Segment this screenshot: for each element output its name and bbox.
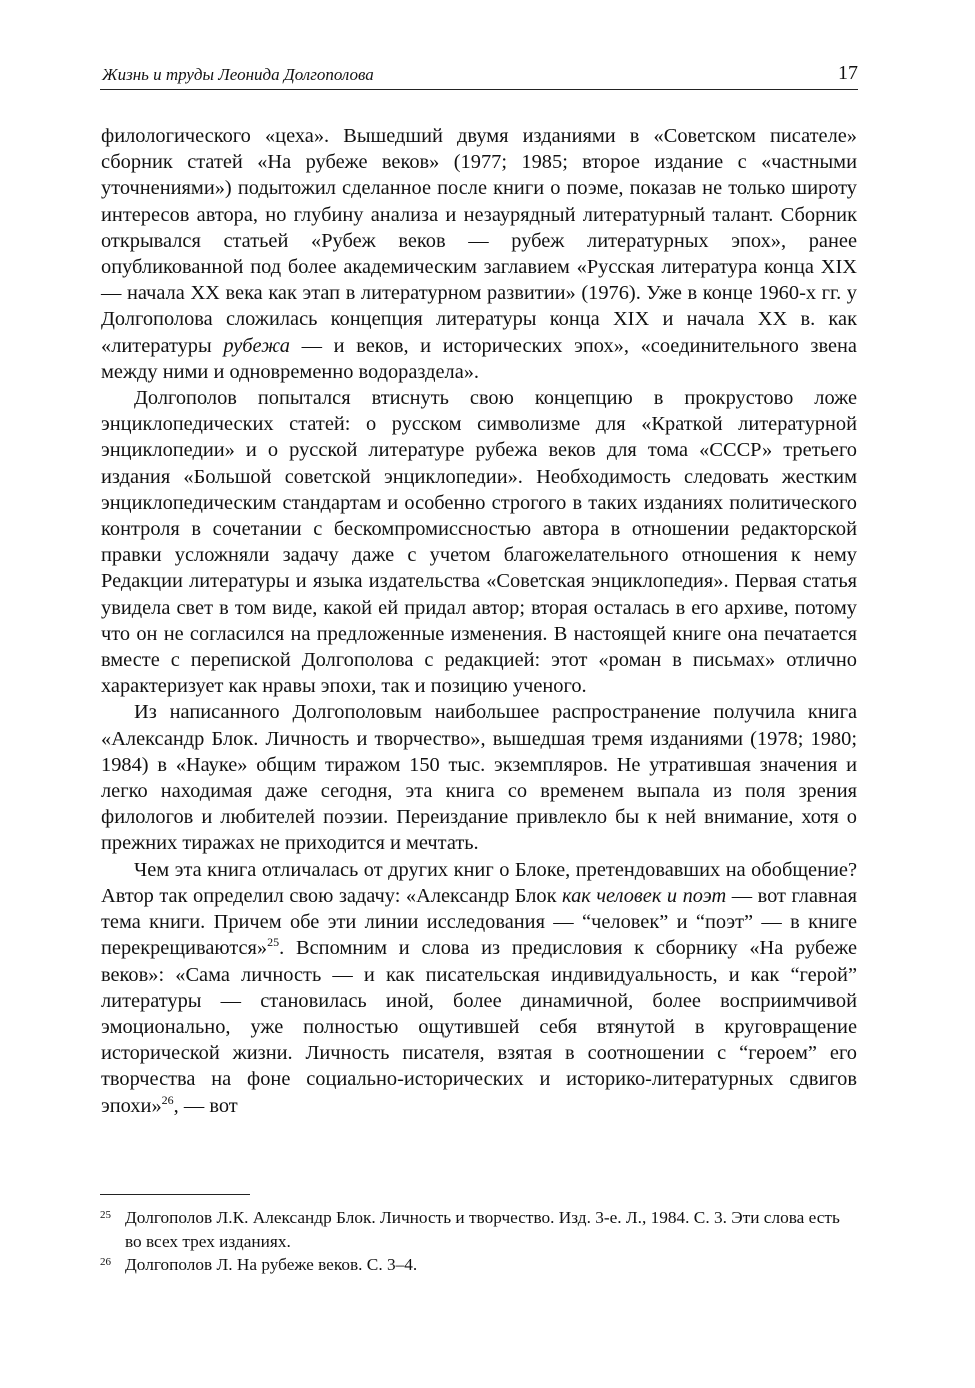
footnote <box>100 1253 858 1277</box>
footnote-divider <box>100 1194 250 1195</box>
footnote-number: 25 <box>100 1209 111 1221</box>
text-run: Долгополов попытался втиснуть свою концепцию в прокрустово ложе энциклопедических статей: о русском символизме для «Краткой литературной энциклопедии» и о русской литературе рубежа веков для тома «СССР» третьего издания «Большой советской энциклопедии». Необходимость следовать жестким энциклопедическим стандартам и особенно строгого в таких изданиях политического контроля в сочетании с бескомпромиссностью автора в отношении редакторской правки усложняли задачу даже с учетом благожелательного отношения к нему Редакции литературы и языка издательства «Советская энциклопедия». Первая статья увидела свет в том виде, какой ей придал автор; вторая осталась в его архиве, потому что он не согласился на предложенные изменения. В настоящей книге она печатается вместе с перепиской Долгополова с редакцией: этот «роман в письмах» отлично характеризует как нравы эпохи, так и позицию ученого. <box>101 387 857 698</box>
footnote-reference: 25 <box>267 935 280 950</box>
main-text <box>101 123 857 1119</box>
text-run: филологического «цеха». Вышедший двумя изданиями в «Советском писателе» сборник статей «На рубеже веков» (1977; 1985; второе издание с «частными уточнениями») подытожил сделанное после книги о поэме, показав не только широту интересов автора, но глубину анализа и незаурядный литературный талант. Сборник открывался статьей «Рубеж веков — рубеж литературных эпох», ранее опубликованной под более академическим заглавием «Русская литература конца XIX — начала XX века как этап в литературном развитии» (1976). Уже в конце 1960-х гг. у Долгополова сложилась концепция литературы конца XIX и начала XX в. как «литературы <box>101 125 857 357</box>
paragraph <box>101 857 857 1119</box>
paragraph <box>101 699 857 856</box>
footnote-number: 26 <box>100 1256 111 1268</box>
running-title: Жизнь и труды Леонида Долгополова <box>102 65 374 84</box>
paragraph <box>101 385 857 699</box>
footnote-text: Долгополов Л.К. Александр Блок. Личность и творчество. Изд. 3-е. Л., 1984. С. 3. Эти слова есть во всех трех изданиях. <box>125 1208 840 1251</box>
text-run: Чем эта книга отличалась от других книг о Блоке, претендовавших на обобщение? Автор так определил свою задачу: «Александр Блок <box>101 858 857 907</box>
text-run: . Вспомним и слова из предисловия к сборнику «На рубеже веков»: «Сама личность — и как писательская индивидуальность, и как “герой” литературы — становилась иной, более динамичной, более восприимчивой эмоционально, уже полностью ощутившей себя втянутой в круговращение исторической жизни. Личность писателя, взятая в соотношении с “героем” его творчества на фоне социально-исторических и историко-литературных сдвигов эпохи» <box>101 937 857 1117</box>
footnote-text: Долгополов Л. На рубеже веков. С. 3–4. <box>125 1255 418 1274</box>
text-run: Из написанного Долгополовым наибольшее распространение получила книга «Александр Блок. Личность и творчество», вышедшая тремя изданиями (1978; 1980; 1984) в «Науке» общим тиражом 150 тыс. экземпляров. Не утратившая значения и легко находимая даже сегодня, эта книга со временем выпала из поля зрения филологов и любителей поэзии. Переиздание привлекло бы к ней внимание, хотя о прежних тиражах не приходится и мечтать. <box>101 701 857 855</box>
footnote <box>100 1206 858 1253</box>
page-number: 17 <box>838 62 858 84</box>
text-run: — и веков, и исторических эпох», «соединительного звена между ними и одновременно водораздела». <box>101 334 857 383</box>
emphasis-text: как человек и поэт <box>562 884 727 907</box>
emphasis-text: рубежа <box>223 334 290 357</box>
running-header <box>100 56 858 90</box>
text-run: — вот главная тема книги. Причем обе эти линии исследования — “человек” и “поэт” — в книге перекрещиваются» <box>101 884 857 960</box>
text-run: , — вот <box>173 1094 238 1117</box>
footnote-reference: 26 <box>161 1092 174 1107</box>
footnotes <box>100 1206 858 1277</box>
paragraph <box>101 123 857 385</box>
